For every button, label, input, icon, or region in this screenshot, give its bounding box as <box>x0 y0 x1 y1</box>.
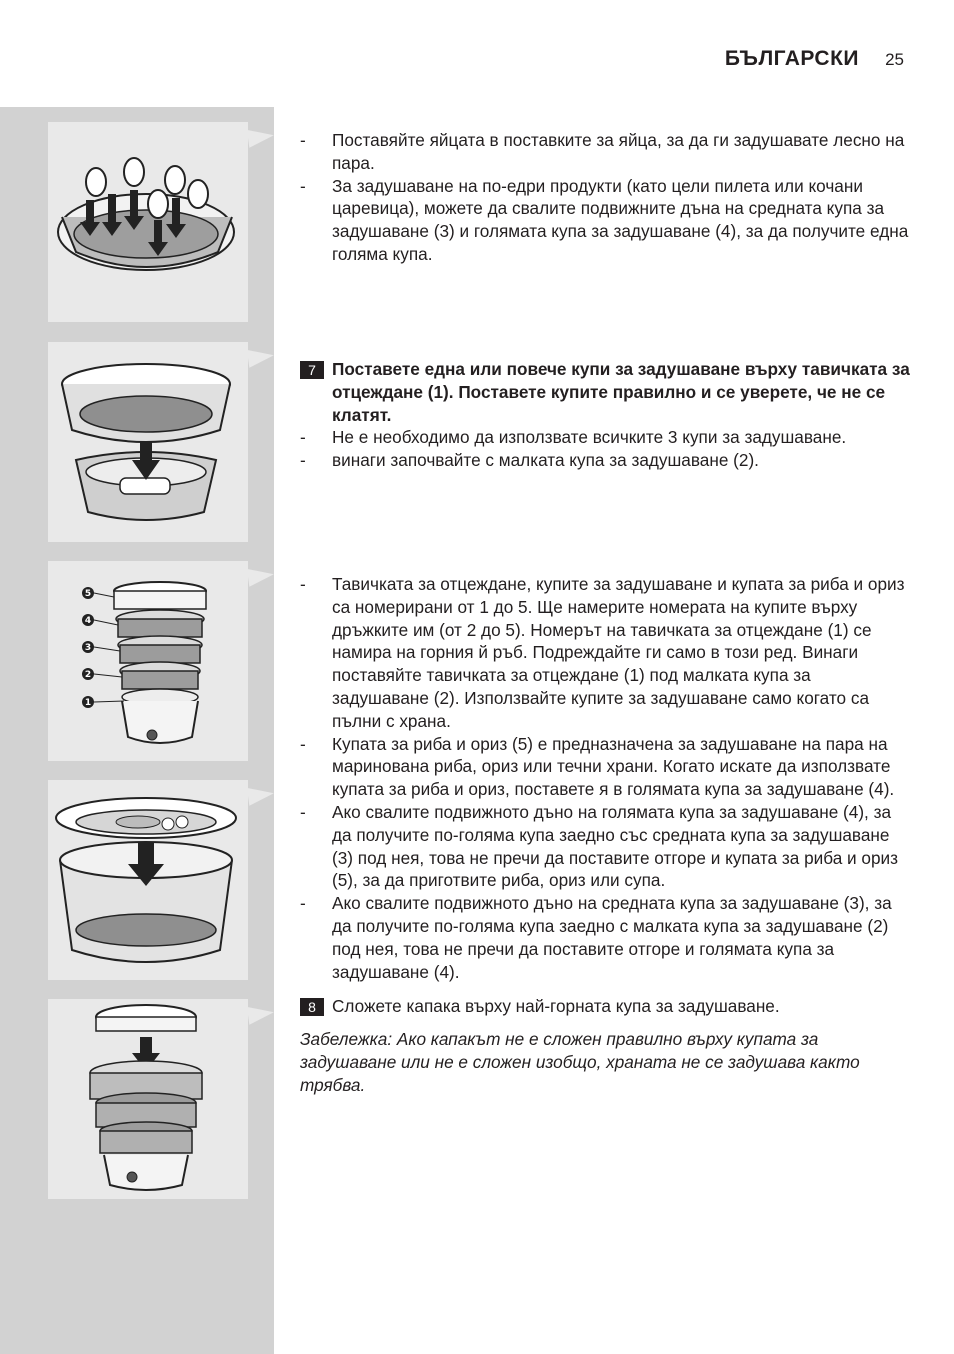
bullet-text: Тавичката за отцеждане, купите за задушаване и купата за риба и ориз са номерирани от 1 до 5. Ще намерите номерата на купите върху дръжките им (от 2 до 5). Номерът на тавичката за отцеждане (1) се намира на горния й ръб. Подреждайте ги само в този ред. Винаги поставяйте тавичката за отцеждане (1) под малката купа за задушаване (2). Използвайте купите за задушаване само когато са пълни с храна. <box>332 574 905 731</box>
bullet-text: винаги започвайте с малката купа за задушаване (2). <box>332 450 759 471</box>
list-item: - Поставяйте яйцата в поставките за яйца, за да ги задушавате лесно на пара. <box>300 130 905 173</box>
bullet-text: Купата за риба и ориз (5) е предназначена за задушаване на пара на маринована риба, ориз или течни храни. Когато искате да използвате купата за риба и ориз, поставете я в голямата купа за задушаване (4). <box>332 733 895 800</box>
text-block-eggs <box>300 129 910 266</box>
bullet-text: Ако свалите подвижното дъно на средната купа за задушаване (3), за да получите по-голяма купа заедно с малката купа за задушаване (2) под нея, това не пречи да поставите отгоре и голямата купа за задушаване (4). <box>332 893 892 982</box>
number-label-3: 3 <box>84 643 92 653</box>
figure-fish-rice-bowl <box>48 780 248 980</box>
stack-illustration <box>48 561 248 761</box>
list-item: - За задушаване на по-едри продукти (като цели пилета или кочани царевица), можете да свалите подвижните дъна на средната купа за задушаване (3) и голямата купа за задушаване (4), за да получите една голяма купа. <box>300 175 909 264</box>
figure-numbered-stack <box>48 561 248 761</box>
step-instruction <box>300 995 910 1018</box>
number-label-2: 2 <box>84 670 92 680</box>
fish-bowl-illustration <box>48 780 248 980</box>
step-instruction <box>300 358 910 426</box>
figure-lid-on-stack <box>48 999 248 1199</box>
eggs-illustration <box>48 122 248 322</box>
number-label-5: 5 <box>84 589 92 599</box>
bullet-text: Поставяйте яйцата в поставките за яйца, за да ги задушавате лесно на пара. <box>332 130 905 173</box>
lid-illustration <box>48 999 248 1199</box>
list-item: - Купата за риба и ориз (5) е предназначена за задушаване на пара на маринована риба, ориз или течни храни. Когато искате да използвате купата за риба и ориз, поставете я в голямата купа за задушаване (4). <box>300 733 895 800</box>
list-item: - Тавичката за отцеждане, купите за задушаване и купата за риба и ориз са номерирани от 1 до 5. Ще намерите номерата на купите върху дръжките им (от 2 до 5). Номерът на тавичката за отцеждане (1) се намира на горния й ръб. Подреждайте ги само в този ред. Винаги поставяйте тавичката за отцеждане (1) под малката купа за задушаване (2). Използвайте купите за задушаване само когато са пълни с храна. <box>300 574 905 731</box>
bullet-text: Не е необходимо да използвате всичките 3 купи за задушаване. <box>332 427 847 448</box>
number-label-1: 1 <box>84 698 92 708</box>
page-number: 25 <box>885 50 904 69</box>
figure-pointer <box>247 346 275 367</box>
list-item: - Не е необходимо да използвате всичките 3 купи за задушаване. <box>300 427 847 448</box>
drip-tray-illustration <box>48 342 248 542</box>
number-label-4: 4 <box>84 616 92 626</box>
bullet-text: За задушаване на по-едри продукти (като цели пилета или кочани царевица), можете да свалите подвижните дъна на средната купа за задушаване (3) и голямата купа за задушаване (4), за да получите една голяма купа. <box>332 175 909 264</box>
figure-pointer <box>247 126 275 147</box>
list-item: - Ако свалите подвижното дъно на средната купа за задушаване (3), за да получите по-голяма купа заедно с малката купа за задушаване (2) под нея, това не пречи да поставите отгоре и голямата купа за задушаване (4). <box>300 893 892 982</box>
list-item: - Ако свалите подвижното дъно на голямата купа за задушаване (4), за да получите по-голяма купа заедно със средната купа за задушаване (3) под нея, това не пречи да поставите отгоре и купата за риба и ориз (5), за да приготвите риба, ориз или супа. <box>300 801 899 891</box>
figure-pointer <box>247 784 275 805</box>
bullet-text: Ако свалите подвижното дъно на голямата купа за задушаване (4), за да получите по-голяма купа заедно със средната купа за задушаване (3) под нея, това не пречи да поставите отгоре и купата за риба и ориз (5), за да приготвите риба, ориз или супа. <box>332 801 899 891</box>
figure-pointer <box>247 565 275 586</box>
step-number-badge: 8 <box>300 998 324 1016</box>
text-block-stacking <box>300 573 910 1097</box>
language-title: БЪЛГАРСКИ <box>724 47 859 70</box>
figure-bowl-on-drip-tray <box>48 342 248 542</box>
step-text: Сложете капака върху най-горната купа за задушаване. <box>332 996 780 1017</box>
step-number-badge: 7 <box>300 361 324 379</box>
figure-eggs-in-bowl <box>48 122 248 322</box>
step-text: Поставете една или повече купи за задушаване върху тавичката за отцеждане (1). Поставете купите правилно и се уверете, че не се клатят. <box>332 359 910 425</box>
note-text: Забележка: Ако капакът не е сложен правилно върху купата за задушаване или не е сложен изобщо, храната не се задушава както трябва. <box>300 1029 860 1095</box>
list-item: - винаги започвайте с малката купа за задушаване (2). <box>300 450 759 471</box>
text-block-step-7 <box>300 358 910 472</box>
figure-pointer <box>247 1003 275 1024</box>
